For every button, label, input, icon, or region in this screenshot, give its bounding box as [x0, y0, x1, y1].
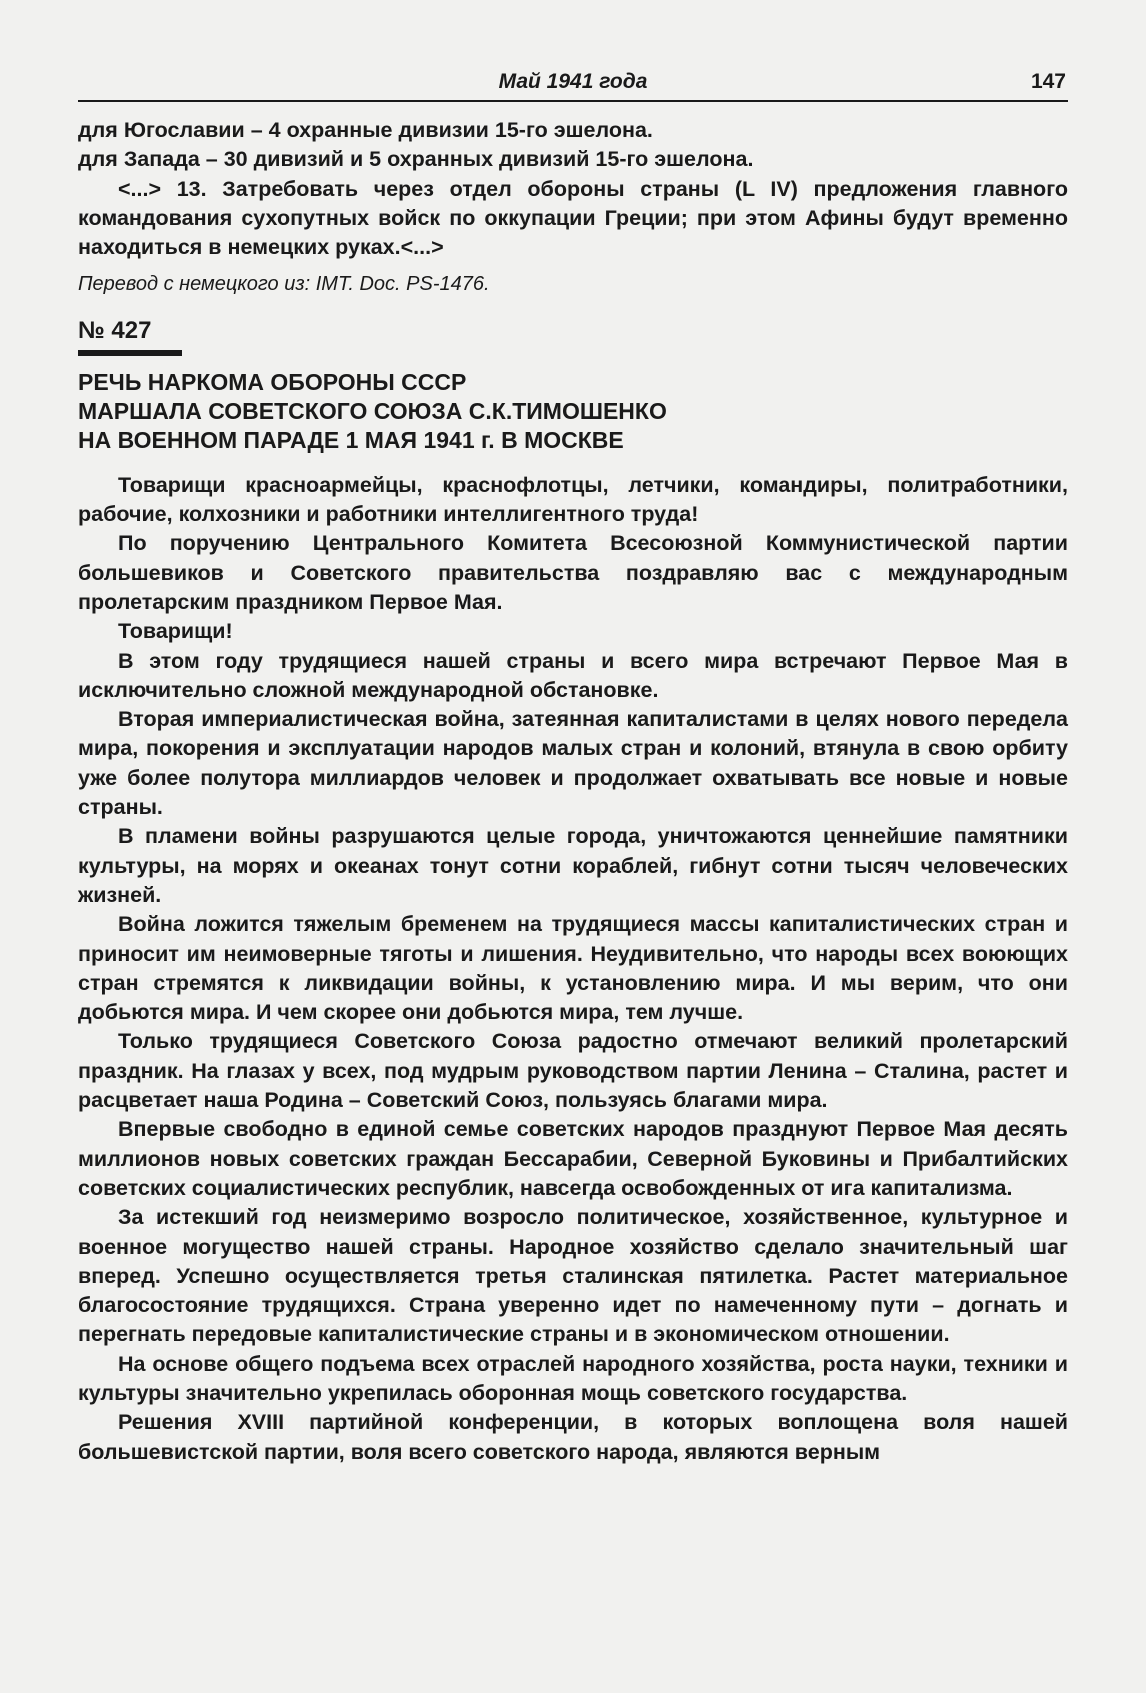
speech-paragraph: Впервые свободно в единой семье советских народов празднуют Первое Мая десять миллионов новых советских граждан Бессарабии, Северной Буковины и Прибалтийских советских социалистических республик, навсегда освобожденных от ига капитализма.	[78, 1117, 1068, 1200]
intro-paragraph: <...> 13. Затребовать через отдел обороны страны (L IV) предложения главного командования сухопутных войск по оккупации Греции; при этом Афины будут временно находиться в немецких руках.<...>	[78, 176, 1068, 260]
speech-paragraph: За истекший год неизмеримо возросло политическое, хозяйственное, культурное и военное могущество нашей страны. Народное хозяйство сделало значительный шаг вперед. Успешно осуществляется третья сталинская пятилетка. Растет материальное благосостояние трудящихся. Страна уверенно идет по намеченному пути – догнать и перегнать передовые капиталистические страны и в экономическом отношении.	[78, 1205, 1068, 1347]
speech-paragraph: Товарищи!	[118, 619, 233, 644]
speech-paragraph: На основе общего подъема всех отраслей народного хозяйства, роста науки, техники и культуры значительно укрепилась оборонная мощь советского государства.	[78, 1351, 1068, 1405]
document-number: № 427	[78, 316, 152, 344]
speech-paragraph: Война ложится тяжелым бременем на трудящиеся массы капиталистических стран и приносит им неимоверные тяготы и лишения. Неудивительно, что народы всех воюющих стран стремятся к ликвидации войны, к установлению мира. И мы верим, что они добьются мира. И чем скорее они добьются мира, тем лучше.	[78, 912, 1068, 1025]
intro-paragraph: для Югославии – 4 охранные дивизии 15-го эшелона.	[78, 118, 653, 142]
document-title	[78, 368, 1068, 455]
source-citation: Перевод с немецкого из: IMT. Doc. PS-1476.	[78, 273, 490, 296]
speech-paragraph: Только трудящиеся Советского Союза радостно отмечают великий пролетарский праздник. На глазах у всех, под мудрым руководством партии Ленина – Сталина, растет и расцветает наша Родина – Советский Союз, пользуясь благами мира.	[78, 1029, 1068, 1113]
speech-paragraph: В пламени войны разрушаются целые города, уничтожаются ценнейшие памятники культуры, на морях и океанах тонут сотни кораблей, гибнут сотни тысяч человеческих жизней.	[78, 824, 1068, 907]
speech-paragraph: По поручению Центрального Комитета Всесоюзной Коммунистической партии большевиков и Советского правительства поздравляю вас с международным пролетарским праздником Первое Мая.	[78, 531, 1068, 614]
speech-paragraph: Товарищи красноармейцы, краснофлотцы, летчики, командиры, политработники, рабочие, колхозники и работники интеллигентного труда!	[78, 472, 1068, 527]
document-number-rule	[78, 350, 182, 356]
running-title: Май 1941 года	[498, 70, 648, 93]
page-content	[78, 116, 1068, 1467]
page-number: 147	[1030, 70, 1066, 93]
speech-paragraph: Вторая империалистическая война, затеянная капиталистами в целях нового передела мира, покорения и эксплуатации народов малых стран и колоний, втянула в свою орбиту уже более полутора миллиардов человек и продолжает охватывать все новые и новые страны.	[78, 707, 1068, 820]
document-title-line: НА ВОЕННОМ ПАРАДЕ 1 МАЯ 1941 г. В МОСКВЕ	[78, 426, 624, 453]
speech-paragraph: Решения XVIII партийной конференции, в которых воплощена воля нашей большевистской партии, воля всего советского народа, являются верным	[78, 1410, 1068, 1464]
page-header	[78, 66, 1068, 102]
book-page	[78, 66, 1068, 1467]
intro-paragraph: для Запада – 30 дивизий и 5 охранных дивизий 15-го эшелона.	[78, 147, 754, 172]
speech-paragraph: В этом году трудящиеся нашей страны и всего мира встречают Первое Мая в исключительно сложной международной обстановке.	[78, 648, 1068, 702]
document-title-line: РЕЧЬ НАРКОМА ОБОРОНЫ СССР	[78, 368, 467, 395]
document-title-line: МАРШАЛА СОВЕТСКОГО СОЮЗА С.К.ТИМОШЕНКО	[78, 397, 667, 424]
